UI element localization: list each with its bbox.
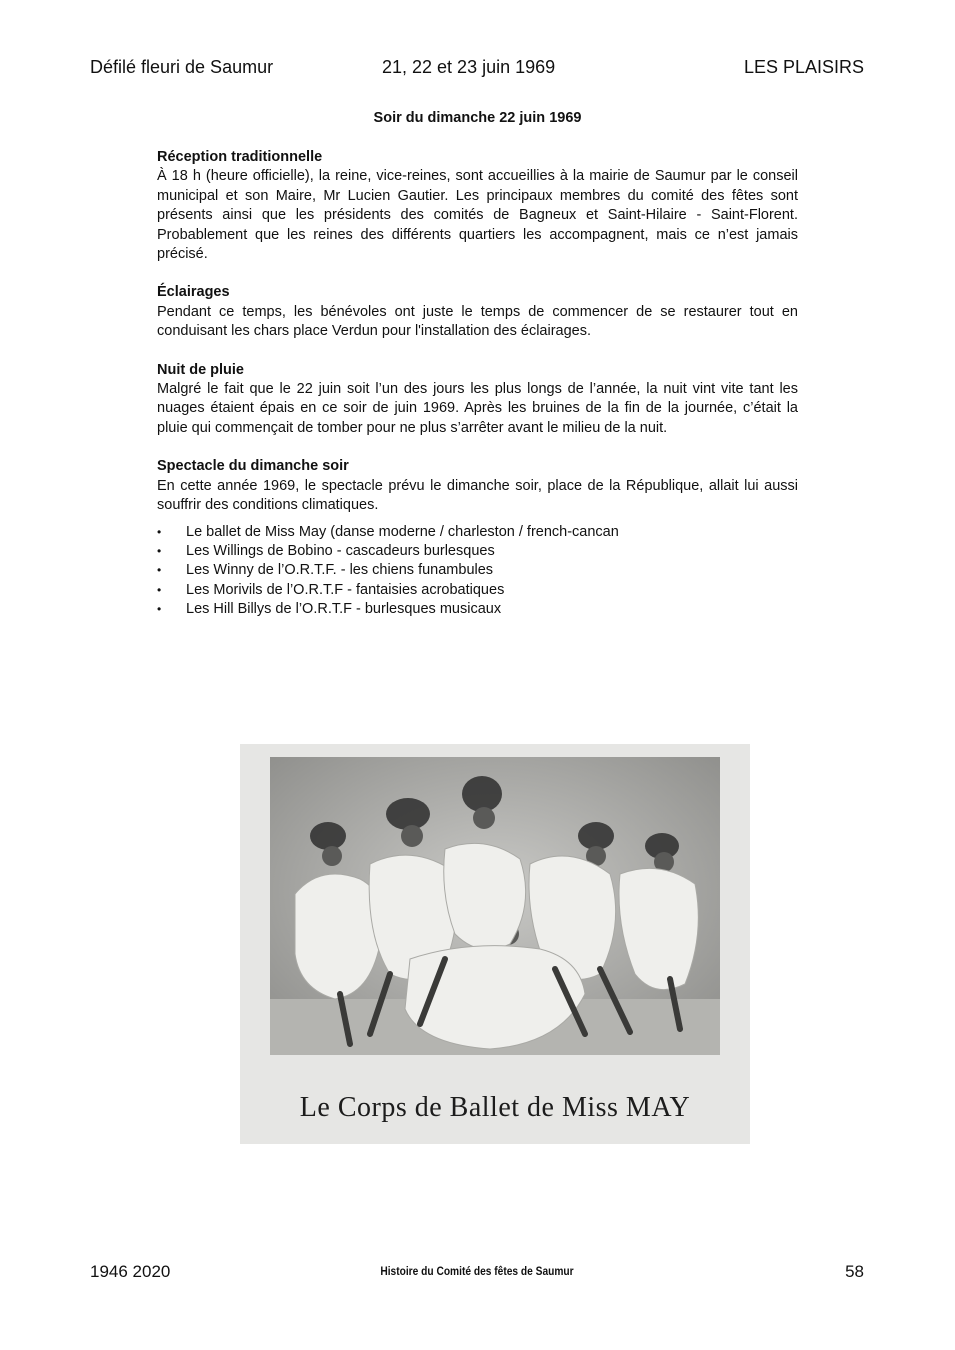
- program-list: [157, 523, 798, 620]
- list-item: • Les Hill Billys de l’O.R.T.F - burlesques musicaux: [157, 600, 798, 619]
- header-right: LES PLAISIRS: [743, 57, 864, 77]
- header-left: Défilé fleuri de Saumur: [90, 57, 274, 77]
- ballet-photo: [240, 744, 750, 1144]
- section-eclairages: [157, 283, 798, 341]
- section-paragraph: Malgré le fait que le 22 juin soit l’un des jours les plus longs de l’année, la nuit vint vite tant les nuages étaient épais en ce soir de juin 1969. Après les bruines de la fin de la journée, c’était la pluie qui commençait de tomber pour ne plus s’arrêter avant le milieu de la nuit.: [157, 381, 798, 436]
- section-heading: Éclairages: [157, 284, 230, 301]
- page-number: 58: [845, 1262, 864, 1281]
- footer-book-title: Histoire du Comité des fêtes de Saumur: [380, 1264, 574, 1278]
- header-center: 21, 22 et 23 juin 1969: [382, 57, 556, 77]
- section-paragraph: En cette année 1969, le spectacle prévu le dimanche soir, place de la République, allait lui aussi souffrir des conditions climatiques.: [157, 477, 798, 514]
- section-nuit-de-pluie: [157, 361, 798, 439]
- photo-caption: Le Corps de Ballet de Miss MAY: [299, 1092, 691, 1123]
- section-heading: Nuit de pluie: [157, 361, 244, 378]
- list-item: • Les Morivils de l’O.R.T.F - fantaisies acrobatiques: [157, 581, 798, 600]
- ballet-photo-image: [240, 744, 750, 1084]
- section-paragraph: À 18 h (heure officielle), la reine, vice-reines, sont accueillies à la mairie de Saumur par le conseil municipal et son Maire, Mr Lucien Gautier. Les principaux membres du comité des fêtes sont présents ainsi que les présidents des comités de Bagneux et Saint-Hilaire - Saint-Florent. Probablement que les reines des différents quartiers les accompagnent, mais ce n’est jamais précisé.: [157, 168, 798, 263]
- section-heading: Spectacle du dimanche soir: [157, 458, 349, 475]
- page-header: [90, 57, 864, 81]
- section-paragraph: Pendant ce temps, les bénévoles ont juste le temps de commencer de se restaurer tout en conduisant les chars place Verdun pour l'installation des éclairages.: [157, 303, 798, 340]
- page-footer: [90, 1262, 864, 1284]
- list-item: • Le ballet de Miss May (danse moderne / charleston / french-cancan: [157, 523, 798, 542]
- section-reception: [157, 148, 798, 264]
- footer-years: 1946 2020: [90, 1262, 171, 1281]
- list-item: • Les Willings de Bobino - cascadeurs burlesques: [157, 542, 798, 561]
- list-item: • Les Winny de l’O.R.T.F. - les chiens funambules: [157, 561, 798, 580]
- section-title: Soir du dimanche 22 juin 1969: [373, 110, 582, 126]
- article-body: [157, 148, 798, 620]
- section-heading: Réception traditionnelle: [157, 149, 323, 165]
- section-spectacle: [157, 457, 798, 515]
